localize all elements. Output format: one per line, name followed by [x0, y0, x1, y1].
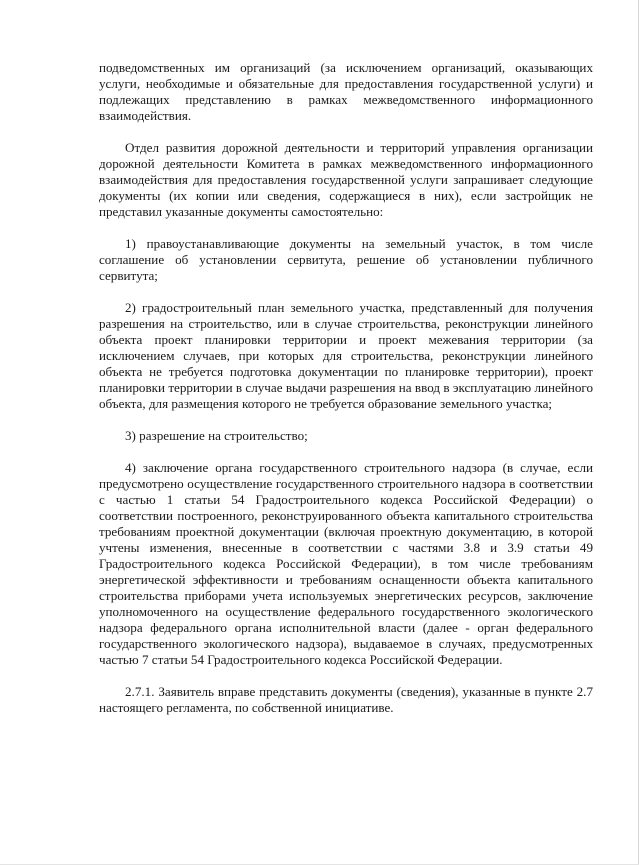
list-item-2: 2) градостроительный план земельного участка, представленный для получения разрешения на строительство, или в случае строительства, реконструкции линейного объекта проект планировки территории и проект межевания территории (за исключением случаев, при которых для строительства, реконструкции линейного объекта не требуется подготовка документации по планировке территории), проект планировки территории в случае выдачи разрешения на ввод в эксплуатацию линейного объекта, для размещения которого не требуется образование земельного участка;	[99, 300, 593, 411]
list-item-4: 4) заключение органа государственного строительного надзора (в случае, если предусмотрено осуществление государственного строительного надзора в соответствии с частью 1 статьи 54 Градостроительного кодекса Российской Федерации) о соответствии построенного, реконструированного объекта капитального строительства требованиям проектной документации (включая проектную документацию, в которой учтены изменения, внесенные в соответствии с частями 3.8 и 3.9 статьи 49 Градостроительного кодекса Российской Федерации), в том числе требованиям энергетической эффективности и требованиям оснащенности объекта капитального строительства приборами учета используемых энергетических ресурсов, заключение уполномоченного на осуществление федерального государственного экологического надзора федерального органа исполнительной власти (далее - орган федерального государственного экологического надзора), выдаваемое в случаях, предусмотренных частью 7 статьи 54 Градостроительного кодекса Российской Федерации.	[99, 460, 593, 667]
list-item-3: 3) разрешение на строительство;	[125, 428, 308, 443]
paragraph-department-request: Отдел развития дорожной деятельности и территорий управления организации дорожной деятельности Комитета в рамках межведомственного информационного взаимодействия для предоставления государственной услуги запрашивает следующие документы (их копии или сведения, содержащиеся в них), если застройщик не представил указанные документы самостоятельно:	[99, 140, 593, 219]
list-item-1: 1) правоустанавливающие документы на земельный участок, в том числе соглашение об установлении сервитута, решение об установлении публичного сервитута;	[99, 236, 593, 283]
paragraph-2-7-1: 2.7.1. Заявитель вправе представить документы (сведения), указанные в пункте 2.7 настоящего регламента, по собственной инициативе.	[99, 684, 593, 715]
paragraph-continuation: подведомственных им организаций (за исключением организаций, оказывающих услуги, необходимые и обязательные для предоставления государственной услуги) и подлежащих представлению в рамках межведомственного информационного взаимодействия.	[99, 60, 593, 123]
document-body	[99, 60, 593, 732]
